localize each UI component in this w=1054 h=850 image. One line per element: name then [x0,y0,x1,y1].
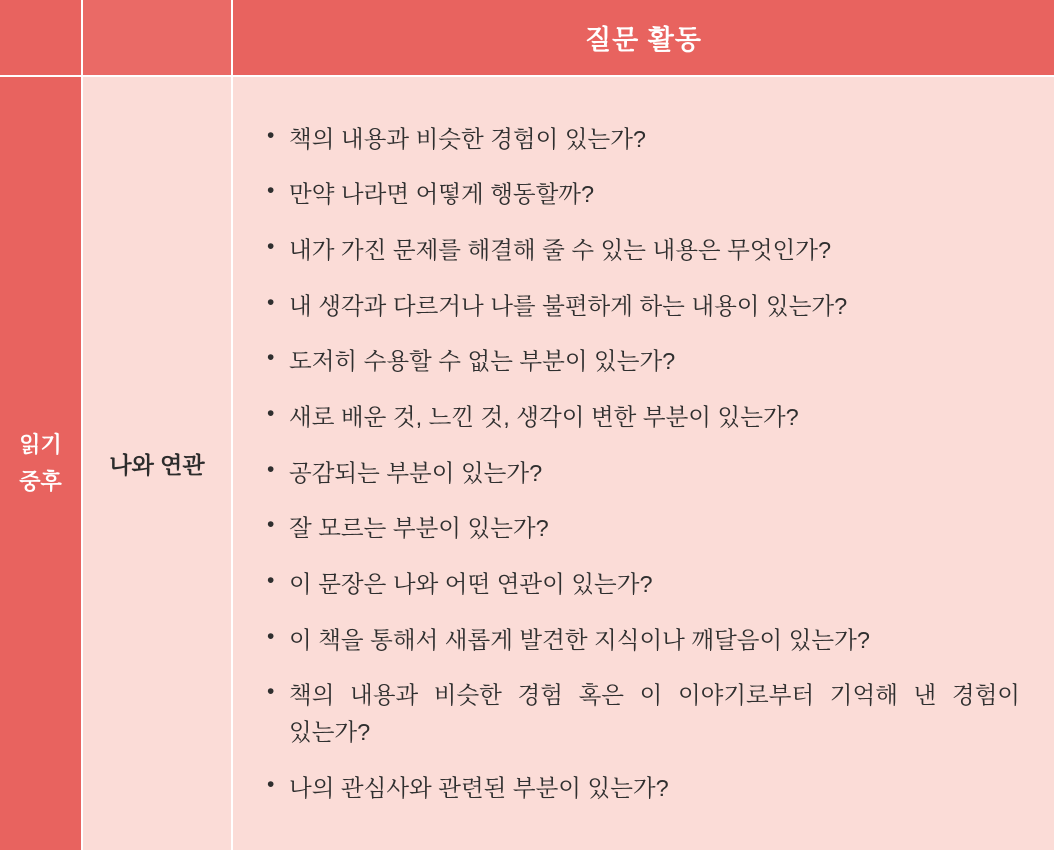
table-row [0,76,1054,850]
header-cell-category [82,0,232,76]
header-cell-question-activity: 질문 활동 [232,0,1054,76]
stage-label-line1: 읽기 [19,432,62,458]
stage-cell [0,76,82,850]
list-item: • 이 문장은 나와 어떤 연관이 있는가? [267,566,1020,603]
list-item: • 이 책을 통해서 새롭게 발견한 지식이나 깨달음이 있는가? [267,622,1020,659]
list-item: • 도저히 수용할 수 없는 부분이 있는가? [267,343,1020,380]
list-item: • 책의 내용과 비슷한 경험 혹은 이 이야기로부터 기억해 낸 경험이 있는가? [267,677,1020,750]
question-items-cell [232,76,1054,850]
question-list [267,121,1020,807]
list-item: • 공감되는 부분이 있는가? [267,455,1020,492]
category-cell: 나와 연관 [82,76,232,850]
list-item: • 새로 배운 것, 느낀 것, 생각이 변한 부분이 있는가? [267,399,1020,436]
list-item: • 만약 나라면 어떻게 행동할까? [267,176,1020,213]
list-item: • 책의 내용과 비슷한 경험이 있는가? [267,121,1020,158]
header-cell-stage [0,0,82,76]
table-header-row [0,0,1054,76]
list-item: • 내 생각과 다르거나 나를 불편하게 하는 내용이 있는가? [267,288,1020,325]
list-item: • 잘 모르는 부분이 있는가? [267,510,1020,547]
stage-label-line2: 중후 [19,468,62,494]
list-item: • 나의 관심사와 관련된 부분이 있는가? [267,770,1020,807]
list-item: • 내가 가진 문제를 해결해 줄 수 있는 내용은 무엇인가? [267,232,1020,269]
